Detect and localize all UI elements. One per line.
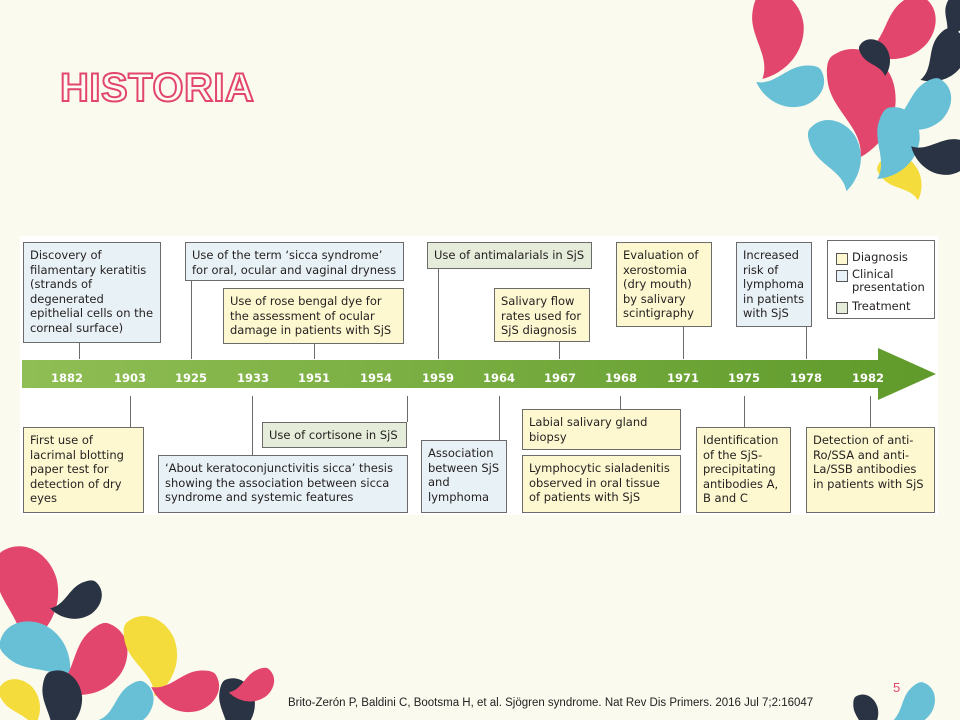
connector bbox=[744, 396, 745, 427]
year-label: 1933 bbox=[236, 371, 270, 385]
event-box-1968-biopsy: Labial salivary gland biopsy bbox=[522, 409, 681, 450]
year-label: 1975 bbox=[727, 371, 761, 385]
event-box-1959: Use of antimalarials in SjS bbox=[427, 242, 592, 269]
event-box-1925: Use of the term ‘sicca syndrome’ for oral, ocular and vaginal dryness bbox=[185, 242, 404, 281]
connector bbox=[438, 269, 439, 359]
page-number: 5 bbox=[893, 680, 901, 695]
year-label: 1968 bbox=[604, 371, 638, 385]
event-box-1882: Discovery of filamentary keratitis (strands of degenerated epithelial cells on the corneal surface) bbox=[23, 242, 161, 343]
legend-label-diagnosis: Diagnosis bbox=[852, 250, 908, 264]
year-label: 1959 bbox=[421, 371, 455, 385]
event-box-1968-sialadenitis: Lymphocytic sialadenitis observed in oral tissue of patients with SjS bbox=[522, 455, 681, 513]
event-box-1951: Use of rose bengal dye for the assessment of ocular damage in patients with SjS bbox=[223, 288, 404, 344]
event-box-1903: First use of lacrimal blotting paper test for detection of dry eyes bbox=[23, 427, 144, 513]
legend-label-clinical: Clinical presentation bbox=[852, 267, 925, 294]
legend bbox=[827, 240, 935, 319]
event-box-1954: Use of cortisone in SjS bbox=[262, 422, 407, 448]
year-label: 1978 bbox=[789, 371, 823, 385]
event-box-1967: Salivary flow rates used for SjS diagnosis bbox=[494, 288, 590, 342]
event-box-1975: Identification of the SjS-precipitating antibodies A, B and C bbox=[696, 427, 791, 513]
legend-label-treatment: Treatment bbox=[852, 299, 911, 313]
connector bbox=[252, 396, 253, 455]
year-label: 1967 bbox=[543, 371, 577, 385]
event-box-1964: Association between SjS and lymphoma bbox=[421, 440, 507, 513]
citation: Brito-Zerón P, Baldini C, Bootsma H, et al. Sjögren syndrome. Nat Rev Dis Primers. 2016 Jul 7;2:16047 bbox=[288, 697, 814, 709]
year-label: 1971 bbox=[666, 371, 700, 385]
year-label: 1982 bbox=[851, 371, 885, 385]
legend-swatch-diagnosis bbox=[836, 253, 848, 265]
slide-title: HISTORIA bbox=[60, 66, 255, 110]
event-box-1982: Detection of anti-Ro/SSA and anti-La/SSB antibodies in patients with SjS bbox=[806, 427, 935, 513]
year-label: 1954 bbox=[359, 371, 393, 385]
year-label: 1925 bbox=[174, 371, 208, 385]
year-label: 1951 bbox=[297, 371, 331, 385]
legend-swatch-treatment bbox=[836, 302, 848, 314]
connector bbox=[499, 396, 500, 440]
event-box-1933: ‘About keratoconjunctivitis sicca’ thesis showing the association between sicca syndrome and systemic features bbox=[158, 455, 408, 513]
year-label: 1882 bbox=[50, 371, 84, 385]
connector bbox=[870, 396, 871, 427]
connector bbox=[130, 396, 131, 427]
event-box-1971: Evaluation of xerostomia (dry mouth) by salivary scintigraphy bbox=[616, 242, 712, 327]
year-label: 1964 bbox=[482, 371, 516, 385]
year-label: 1903 bbox=[113, 371, 147, 385]
legend-swatch-clinical bbox=[836, 270, 848, 282]
event-box-1978: Increased risk of lymphoma in patients with SjS bbox=[736, 242, 812, 327]
